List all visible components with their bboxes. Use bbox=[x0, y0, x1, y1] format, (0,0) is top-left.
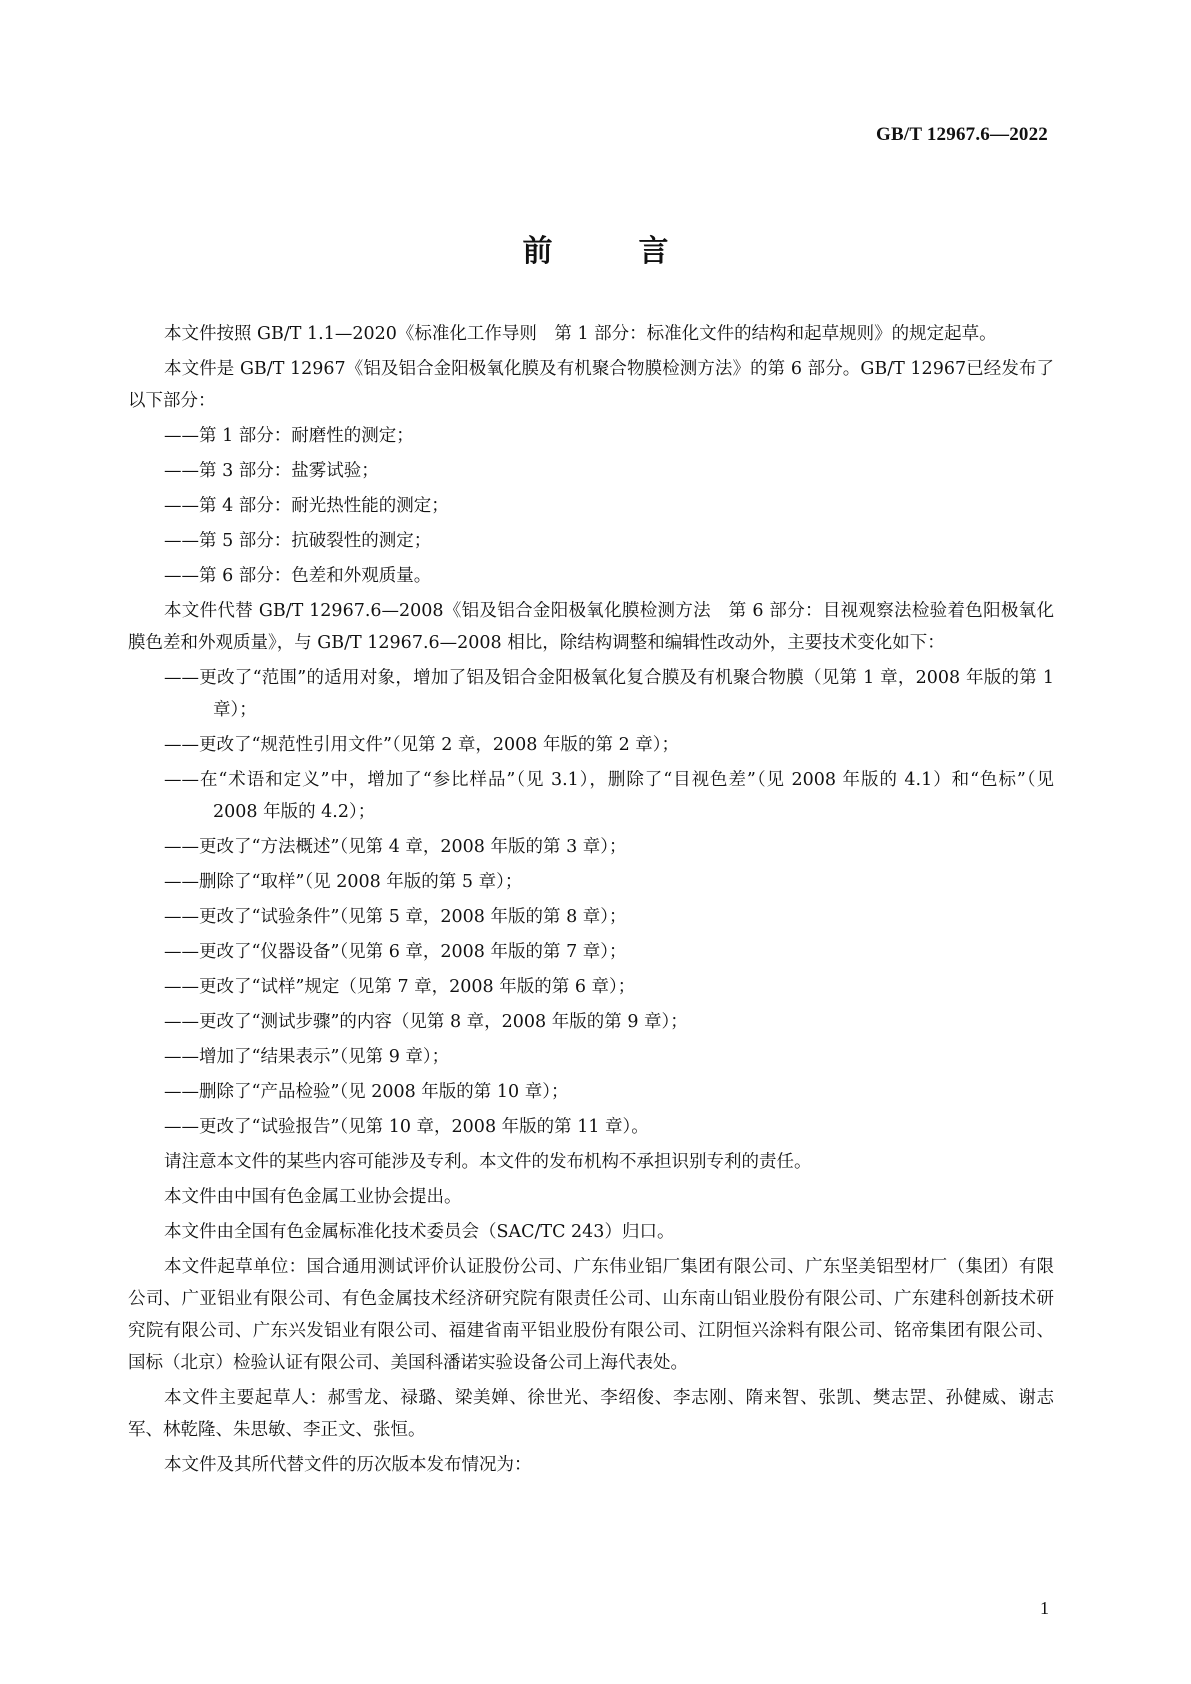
list-item: ——更改了“试样”规定（见第 7 章，2008 年版的第 6 章）； bbox=[164, 977, 636, 997]
paragraph: 本文件起草单位：国合通用测试评价认证股份公司、广东伟业铝厂集团有限公司、广东坚美铝型材厂（集团）有限公司、广亚铝业有限公司、有色金属技术经济研究院有限责任公司、山东南山铝业股份有限公司、广东建科创新技术研究院有限公司、广东兴发铝业有限公司、福建省南平铝业股份有限公司、江阴恒兴涂料有限公司、铭帝集团有限公司、国标（北京）检验认证有限公司、美国科潘诺实验设备公司上海代表处。 bbox=[128, 1257, 1054, 1373]
list-item: ——增加了“结果表示”（见第 9 章）； bbox=[164, 1047, 450, 1067]
list-item: ——更改了“试验条件”（见第 5 章，2008 年版的第 8 章）； bbox=[164, 907, 627, 927]
list-item: ——更改了“试验报告”（见第 10 章，2008 年版的第 11 章）。 bbox=[164, 1117, 649, 1137]
paragraph: 本文件主要起草人：郝雪龙、禄璐、梁美婵、徐世光、李绍俊、李志刚、隋来智、张凯、樊志罡、孙健威、谢志军、林乾隆、朱思敏、李正文、张恒。 bbox=[128, 1388, 1054, 1440]
list-item: ——更改了“规范性引用文件”（见第 2 章，2008 年版的第 2 章）； bbox=[164, 735, 680, 755]
document-body bbox=[128, 318, 1054, 1484]
paragraph: 请注意本文件的某些内容可能涉及专利。本文件的发布机构不承担识别专利的责任。 bbox=[164, 1152, 812, 1172]
list-item: ——更改了“仪器设备”（见第 6 章，2008 年版的第 7 章）； bbox=[164, 942, 627, 962]
list-item: ——第 3 部分：盐雾试验； bbox=[164, 461, 379, 481]
paragraph: 本文件由中国有色金属工业协会提出。 bbox=[164, 1187, 462, 1207]
list-item: ——第 1 部分：耐磨性的测定； bbox=[164, 426, 414, 446]
paragraph: 本文件代替 GB/T 12967.6—2008《铝及铝合金阳极氧化膜检测方法 第 6 部分：目视观察法检验着色阳极氧化膜色差和外观质量》，与 GB/T 12967.6—2008 相比，除结构调整和编辑性改动外，主要技术变化如下： bbox=[128, 601, 1054, 653]
standard-code: GB/T 12967.6—2022 bbox=[876, 124, 1048, 145]
list-item: ——更改了“范围”的适用对象，增加了铝及铝合金阳极氧化复合膜及有机聚合物膜（见第 1 章，2008 年版的第 1 章）； bbox=[164, 668, 1054, 720]
paragraph: 本文件是 GB/T 12967《铝及铝合金阳极氧化膜及有机聚合物膜检测方法》的第 6 部分。GB/T 12967已经发布了以下部分： bbox=[128, 359, 1054, 411]
list-item: ——第 5 部分：抗破裂性的测定； bbox=[164, 531, 432, 551]
paragraph: 本文件由全国有色金属标准化技术委员会（SAC/TC 243）归口。 bbox=[164, 1222, 675, 1242]
list-item: ——更改了“方法概述”（见第 4 章，2008 年版的第 3 章）； bbox=[164, 837, 627, 857]
list-item: ——第 4 部分：耐光热性能的测定； bbox=[164, 496, 449, 516]
list-item: ——删除了“取样”（见 2008 年版的第 5 章）； bbox=[164, 872, 523, 892]
list-item: ——第 6 部分：色差和外观质量。 bbox=[164, 566, 432, 586]
list-item: ——更改了“测试步骤”的内容（见第 8 章，2008 年版的第 9 章）； bbox=[164, 1012, 688, 1032]
paragraph: 本文件及其所代替文件的历次版本发布情况为： bbox=[164, 1455, 532, 1475]
list-item: ——在“术语和定义”中，增加了“参比样品”（见 3.1），删除了“目视色差”（见 2008 年版的 4.1）和“色标”（见 2008 年版的 4.2）； bbox=[164, 770, 1054, 822]
page-title: 前 言 bbox=[522, 234, 697, 269]
list-item: ——删除了“产品检验”（见 2008 年版的第 10 章）； bbox=[164, 1082, 569, 1102]
page-number: 1 bbox=[1040, 1598, 1049, 1618]
paragraph: 本文件按照 GB/T 1.1—2020《标准化工作导则 第 1 部分：标准化文件的结构和起草规则》的规定起草。 bbox=[164, 324, 997, 344]
